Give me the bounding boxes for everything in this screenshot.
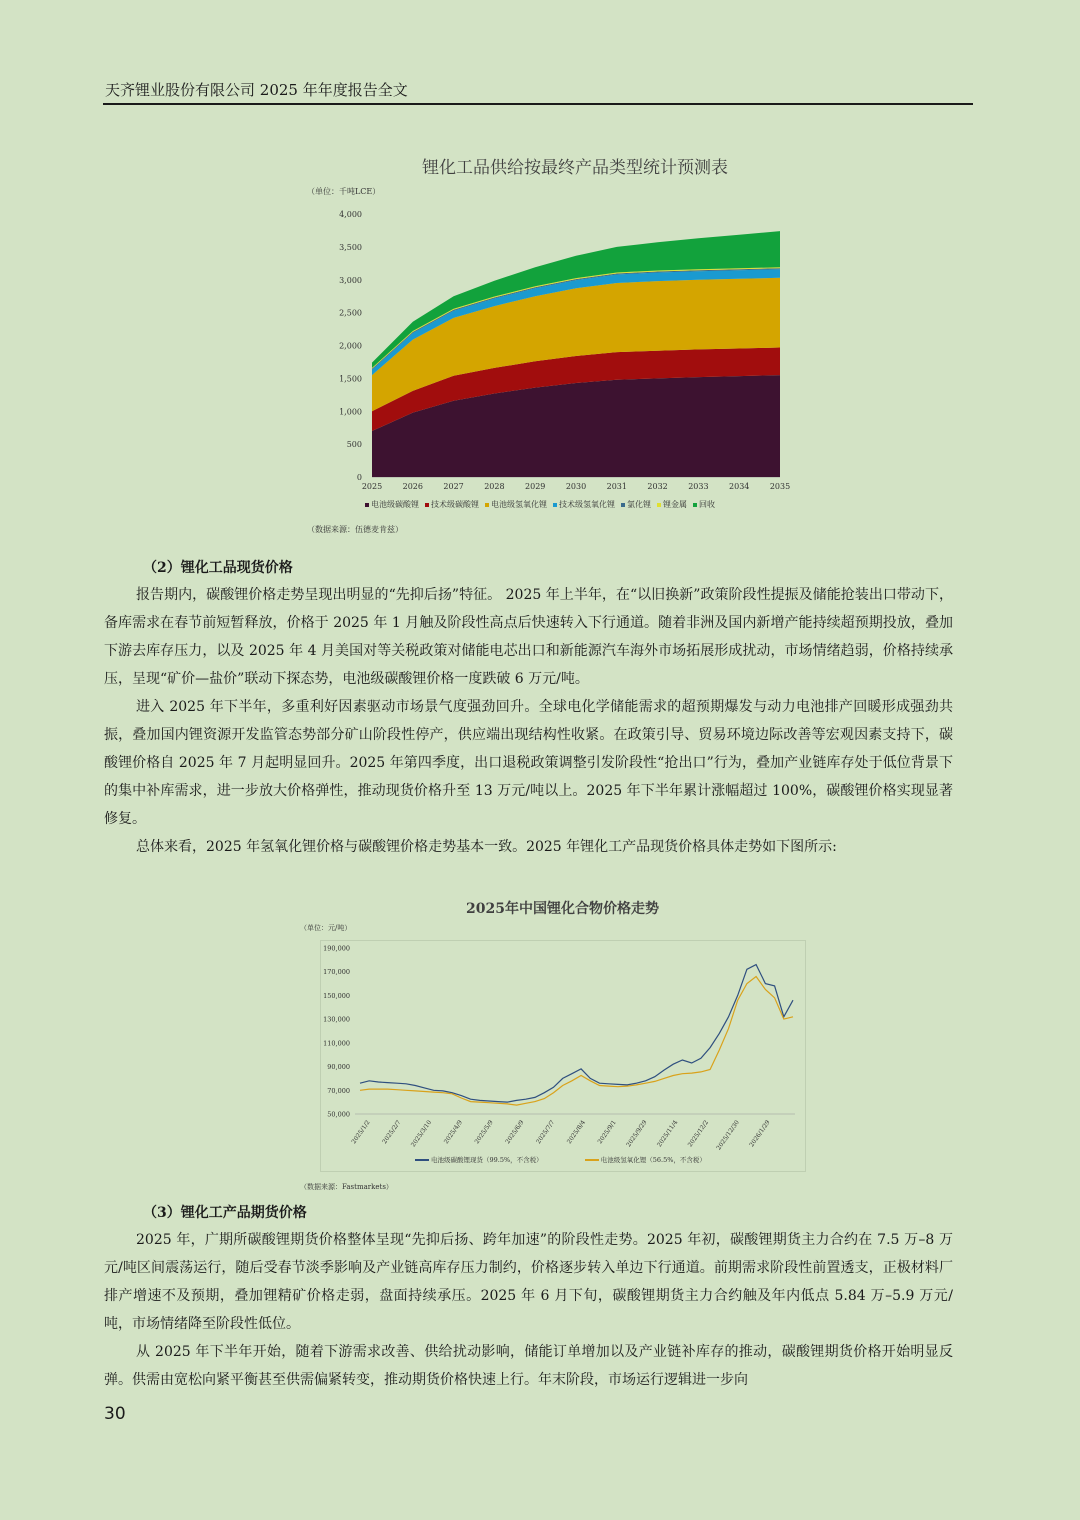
y-tick-label: 0	[356, 473, 362, 482]
legend-item	[553, 499, 615, 510]
legend-label: 电池级碳酸锂	[371, 500, 419, 509]
x-tick-label: 2026	[402, 482, 423, 491]
x-tick-label: 2025/5/9	[473, 1119, 495, 1146]
paragraph: 2025 年，广期所碳酸锂期货价格整体呈现“先抑后扬、跨年加速”的阶段性走势。2025 年初，碳酸锂期货主力合约在 7.5 万–8 万元/吨区间震荡运行，随后受春节淡季影响及产业链高库存压力制约，价格逐步转入单边下行通道。前期需求阶段性前置透支，正极材料厂排产增速不及预期，叠加锂精矿价格走弱，盘面持续承压。2025 年 6 月下旬，碳酸锂期货主力合约触及年内低点 5.84 万–5.9 万元/吨，市场情绪降至阶段性低位。	[104, 1232, 953, 1332]
x-tick-label: 2025/8/4	[565, 1119, 588, 1146]
y-tick-label: 90,000	[327, 1063, 350, 1072]
legend-label: 技术级氢氧化锂	[559, 500, 615, 509]
x-tick-label: 2029	[525, 482, 546, 491]
y-tick-label: 3,000	[339, 275, 362, 285]
chart2-title: 2025年中国锂化合物价格走势	[466, 901, 659, 917]
chart2-unit: （单位：元/吨）	[300, 924, 352, 932]
y-tick-label: 1,000	[339, 407, 362, 417]
legend-label: 锂金属	[663, 500, 687, 509]
y-tick-label: 190,000	[323, 944, 350, 953]
y-tick-label: 130,000	[323, 1015, 350, 1024]
x-tick-label: 2028	[484, 482, 505, 491]
section-title-futures-price: （3）锂化工产品期货价格	[143, 1205, 307, 1221]
legend-item	[425, 499, 479, 510]
chart2-legend	[415, 1155, 746, 1164]
legend-label: 电池级碳酸锂现货（99.5%，不含税）	[431, 1156, 543, 1164]
x-tick-label: 2027	[443, 482, 464, 491]
x-tick-label: 2025/9/29	[625, 1119, 649, 1149]
legend-label: 技术级碳酸锂	[431, 500, 479, 509]
legend-swatch	[693, 503, 697, 507]
legend-item	[657, 499, 687, 510]
legend-item	[365, 499, 419, 510]
y-tick-label: 1,500	[339, 374, 362, 384]
paragraph: 总体来看，2025 年氢氧化锂价格与碳酸锂价格走势基本一致。2025 年锂化工产品现货价格具体走势如下图所示:	[136, 839, 837, 855]
paragraph: 报告期内，碳酸锂价格走势呈现出明显的“先抑后扬”特征。 2025 年上半年，在“以旧换新”政策阶段性提振及储能抢装出口带动下，备库需求在春节前短暂释放，价格于 2025 年 1 月触及阶段性高点后快速转入下行通道。随着非洲及国内新增产能持续超预期投放，叠加下游去库存压力，以及 2025 年 4 月美国对等关税政策对储能电芯出口和新能源汽车海外市场拓展形成扰动，市场情绪趋弱，价格持续承压，呈现“矿价—盐价”联动下探态势，电池级碳酸锂价格一度跌破 6 万元/吨。	[104, 587, 953, 687]
y-tick-label: 170,000	[323, 968, 350, 977]
x-tick-label: 2025/12/30	[715, 1119, 741, 1152]
y-tick-label: 500	[346, 440, 362, 450]
price-trend-chart	[320, 940, 806, 1172]
legend-label: 电池级氢氧化锂	[491, 500, 547, 509]
legend-item	[485, 499, 547, 510]
legend-item	[585, 1156, 706, 1164]
chart-frame	[321, 941, 806, 1172]
y-tick-label: 3,500	[339, 242, 362, 252]
paragraph: 进入 2025 年下半年，多重利好因素驱动市场景气度强劲回升。全球电化学储能需求的超预期爆发与动力电池排产回暖形成强劲共振，叠加国内锂资源开发监管态势部分矿山阶段性停产，供应端出现结构性收紧。在政策引导、贸易环境边际改善等宏观因素支持下，碳酸锂价格自 2025 年 7 月起明显回升。2025 年第四季度，出口退税政策调整引发阶段性“抢出口”行为，叠加产业链库存处于低位背景下的集中补库需求，进一步放大价格弹性，推动现货价格升至 13 万元/吨以上。2025 年下半年累计涨幅超过 100%，碳酸锂价格实现显著修复。	[104, 699, 953, 827]
chart1-legend	[365, 499, 721, 510]
legend-swatch	[485, 503, 489, 507]
x-tick-label: 2025/4/9	[442, 1119, 464, 1146]
x-tick-label: 2025	[361, 482, 383, 491]
legend-swatch	[621, 503, 625, 507]
chart1-title: 锂化工品供给按最终产品类型统计预测表	[422, 158, 728, 178]
x-tick-label: 2030	[565, 482, 587, 491]
legend-label: 氯化锂	[627, 500, 651, 509]
line-series-1	[360, 965, 793, 1103]
y-tick-label: 4,000	[339, 210, 362, 219]
x-tick-label: 2025/7/7	[535, 1119, 557, 1146]
legend-swatch	[365, 503, 369, 507]
y-tick-label: 2,000	[339, 341, 362, 351]
x-tick-label: 2025/3/10	[409, 1119, 434, 1149]
page-header	[103, 78, 973, 105]
x-tick-label: 2034	[729, 482, 750, 491]
legend-item	[415, 1156, 543, 1164]
x-tick-label: 2026/1/29	[748, 1119, 772, 1149]
x-tick-label: 2025/11/4	[655, 1119, 680, 1149]
y-tick-label: 50,000	[327, 1110, 350, 1119]
x-tick-label: 2025/6/9	[504, 1119, 526, 1146]
y-tick-label: 2,500	[339, 308, 362, 318]
header-title: 天齐锂业股份有限公司 2025 年年度报告全文	[105, 81, 408, 99]
legend-item	[621, 499, 651, 510]
supply-forecast-chart	[300, 200, 800, 498]
x-tick-label: 2025/2/7	[381, 1119, 403, 1146]
x-tick-label: 2031	[606, 482, 627, 491]
chart1-unit: （单位：千吨LCE）	[307, 187, 381, 196]
y-tick-label: 110,000	[323, 1039, 350, 1048]
legend-swatch	[425, 503, 429, 507]
legend-label: 回收	[699, 500, 715, 509]
section-futures-price-body	[104, 1226, 953, 1394]
page-number: 30	[104, 1404, 126, 1424]
section-spot-price-body	[104, 581, 953, 861]
x-tick-label: 2032	[647, 482, 668, 491]
legend-swatch	[657, 503, 661, 507]
line-series-2	[360, 977, 793, 1106]
section-title-spot-price: （2）锂化工品现货价格	[143, 560, 293, 576]
y-tick-label: 150,000	[323, 991, 350, 1000]
legend-label: 电池级氢氧化锂（56.5%，不含税）	[600, 1156, 706, 1164]
x-tick-label: 2025/1/2	[350, 1119, 372, 1146]
legend-swatch	[553, 503, 557, 507]
legend-item	[693, 499, 715, 510]
chart2-source: （数据来源：Fastmarkets）	[300, 1183, 393, 1191]
x-tick-label: 2035	[769, 482, 791, 491]
x-tick-label: 2025/12/2	[686, 1119, 711, 1149]
x-tick-label: 2025/9/1	[596, 1119, 618, 1146]
paragraph: 从 2025 年下半年开始，随着下游需求改善、供给扰动影响，储能订单增加以及产业链补库存的推动，碳酸锂期货价格开始明显反弹。供需由宽松向紧平衡甚至供需偏紧转变，推动期货价格快速上行。年末阶段，市场运行逻辑进一步向	[104, 1344, 953, 1388]
y-tick-label: 70,000	[327, 1086, 350, 1095]
x-tick-label: 2033	[688, 482, 709, 491]
chart1-source: （数据来源：伍德麦肯兹）	[307, 525, 403, 534]
